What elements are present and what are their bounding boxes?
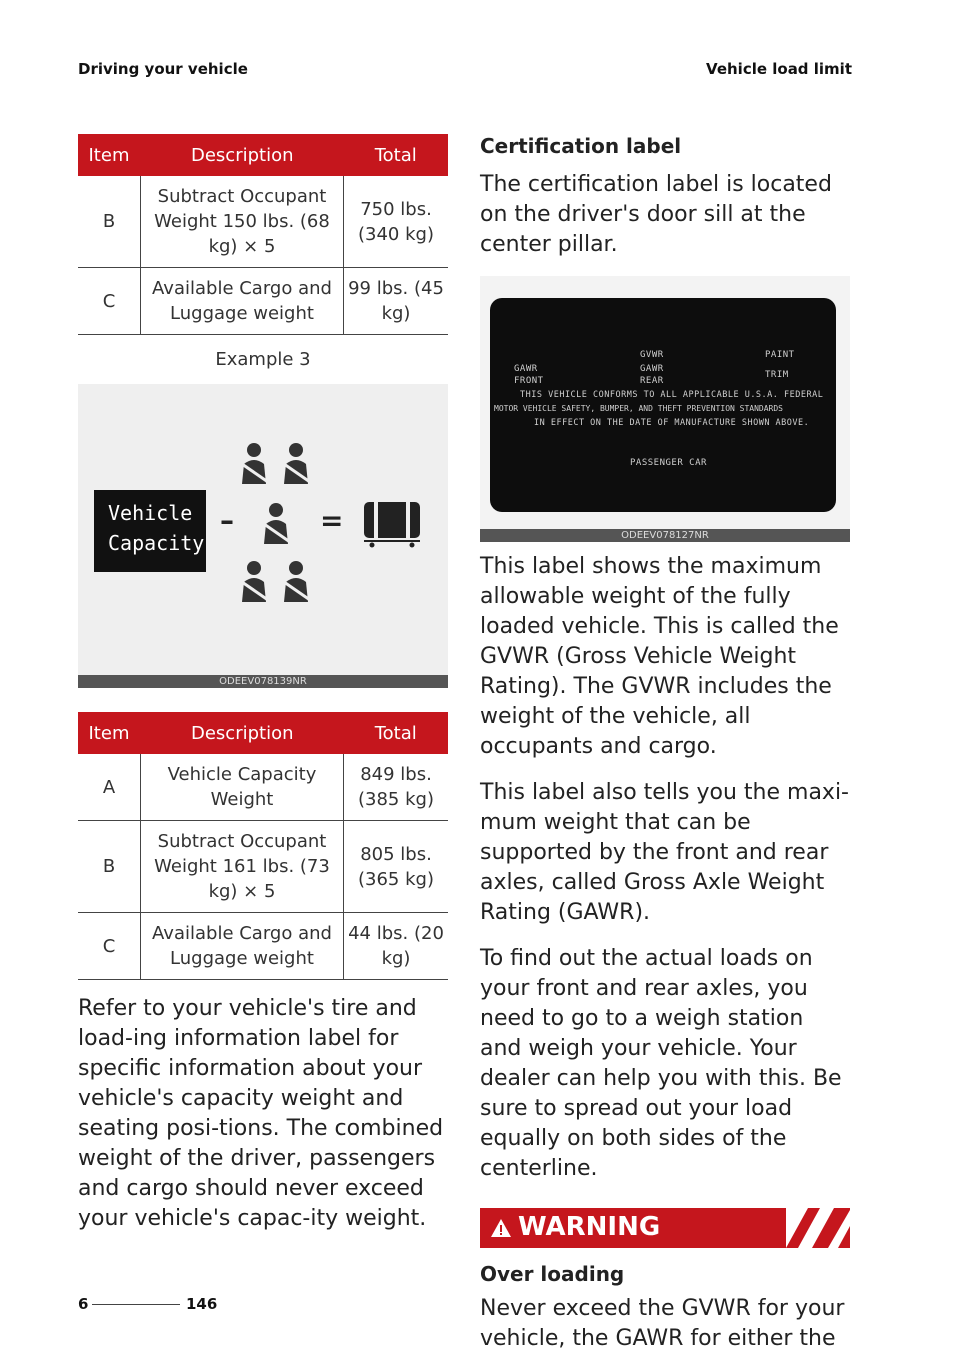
cell-total: 99 lbs. (45 kg): [344, 268, 449, 335]
label-line1: THIS VEHICLE CONFORMS TO ALL APPLICABLE U.S.A. FEDERAL: [520, 390, 824, 400]
left-column: [78, 134, 448, 1250]
col-item: Item: [78, 134, 141, 176]
cell-description: Available Cargo and Luggage weight: [141, 268, 344, 335]
capacity-figure: [78, 384, 448, 688]
warning-text: Never exceed the GVWR for your vehicle, the GAWR for either the: [480, 1296, 845, 1351]
load-table-1: [78, 134, 448, 335]
cert-paragraph-2: This label also tells you the maxi-mum weight that can be supported by the front and rear axles, called Gross Axle Weight Rating (GAWR).: [480, 780, 849, 925]
cell-description: Subtract Occupant Weight 161 lbs. (73 kg) × 5: [141, 821, 344, 913]
chapter-number: 6: [78, 1295, 89, 1313]
example-caption: Example 3: [215, 349, 311, 370]
figure-code: ODEEV078127NR: [480, 529, 850, 542]
right-column: [480, 134, 850, 1370]
col-description: Description: [141, 712, 344, 754]
col-total: Total: [344, 712, 449, 754]
label-line3: IN EFFECT ON THE DATE OF MANUFACTURE SHOWN ABOVE.: [534, 418, 810, 428]
cell-description: Vehicle Capacity Weight: [141, 754, 344, 821]
luggage-icon: [360, 500, 424, 548]
cell-item: C: [78, 913, 141, 980]
table-header-row: [78, 712, 448, 754]
warning-stripes: [786, 1208, 850, 1248]
section-title: Certification label: [480, 134, 682, 158]
certification-plate: [490, 298, 836, 512]
cell-item: A: [78, 754, 141, 821]
vehicle-capacity-line1: Vehicle: [108, 501, 193, 525]
label-gawr-rear: GAWR: [640, 364, 664, 374]
footer-divider: [92, 1304, 180, 1305]
vehicle-capacity-box: [94, 490, 206, 572]
label-rear: REAR: [640, 376, 664, 386]
table-row: [78, 176, 448, 268]
figure-code: ODEEV078139NR: [78, 675, 448, 688]
cert-intro: The certification label is located on the driver's door sill at the center pillar.: [480, 172, 832, 257]
label-gawr-front: GAWR: [514, 364, 538, 374]
warning-subtitle: Over loading: [480, 1262, 625, 1286]
cell-total: 805 lbs. (365 kg): [344, 821, 449, 913]
table-row: [78, 754, 448, 821]
table-row: [78, 268, 448, 335]
label-line2: MOTOR VEHICLE SAFETY, BUMPER, AND THEFT PREVENTION STANDARDS: [494, 404, 783, 413]
cell-total: 44 lbs. (20 kg): [344, 913, 449, 980]
cert-paragraph-3: To find out the actual loads on your front and rear axles, you need to go to a weigh station and weigh your vehicle. Your dealer can help you with this. Be sure to spread out your load equally on both sides of the centerline.: [480, 946, 842, 1181]
cell-description: Subtract Occupant Weight 150 lbs. (68 kg) × 5: [141, 176, 344, 268]
cell-item: B: [78, 821, 141, 913]
label-paint: PAINT: [765, 350, 795, 360]
col-description: Description: [141, 134, 344, 176]
cell-description: Available Cargo and Luggage weight: [141, 913, 344, 980]
label-gvwr: GVWR: [640, 350, 664, 360]
load-table-2: [78, 712, 448, 980]
running-header-topic: Vehicle load limit: [706, 60, 852, 78]
table-header-row: [78, 134, 448, 176]
warning-triangle-icon: [490, 1218, 512, 1238]
equals-sign: =: [320, 504, 344, 537]
label-passenger-car: PASSENGER CAR: [630, 458, 707, 468]
label-trim: TRIM: [765, 370, 789, 380]
label-front: FRONT: [514, 376, 544, 386]
running-header-section: Driving your vehicle: [78, 60, 248, 78]
table-row: [78, 913, 448, 980]
cert-paragraph-1: This label shows the maximum allowable weight of the fully loaded vehicle. This is called the GVWR (Gross Vehicle Weight Rating). The GVWR includes the weight of the vehicle, all occupants and cargo.: [480, 554, 839, 759]
cell-item: B: [78, 176, 141, 268]
cell-total: 750 lbs. (340 kg): [344, 176, 449, 268]
table-row: [78, 821, 448, 913]
minus-sign: –: [220, 504, 234, 537]
vehicle-capacity-line2: Capacity: [108, 531, 205, 555]
warning-label: WARNING: [518, 1212, 661, 1242]
warning-banner: [480, 1208, 850, 1248]
cell-item: C: [78, 268, 141, 335]
certification-label-figure: [480, 276, 850, 542]
col-item: Item: [78, 712, 141, 754]
cell-total: 849 lbs. (385 kg): [344, 754, 449, 821]
capacity-paragraph: Refer to your vehicle's tire and load-ing information label for specific information about your vehicle's capacity weight and seating posi-tions. The combined weight of the driver, passengers and cargo should never exceed your vehicle's capac-ity weight.: [78, 996, 444, 1231]
page-number: 146: [186, 1295, 218, 1313]
col-total: Total: [344, 134, 449, 176]
